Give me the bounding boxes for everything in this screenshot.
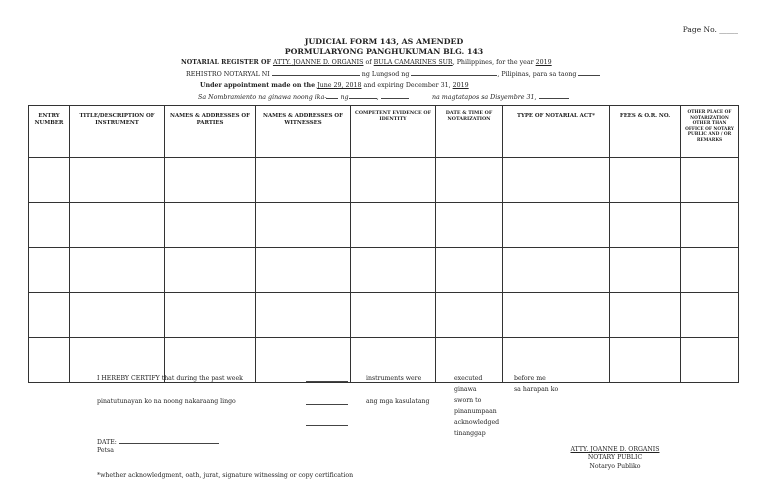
kasulatang-label: ang mga kasulatang [366, 398, 430, 405]
signature-block [560, 446, 670, 471]
action-sworn: sworn to [454, 397, 482, 404]
table-cell[interactable] [436, 293, 503, 338]
count-blank-3 [306, 425, 348, 426]
table-row [29, 158, 739, 203]
taong-blank [578, 69, 600, 76]
action-tinanggap: tinanggap [454, 430, 486, 437]
table-cell[interactable] [70, 158, 165, 203]
notarial-register-table [28, 105, 739, 383]
table-cell[interactable] [436, 158, 503, 203]
table-header-row [29, 106, 739, 158]
table-cell[interactable] [70, 203, 165, 248]
table-cell[interactable] [29, 293, 70, 338]
nombramiento-ng: ng [340, 94, 349, 101]
form-subtitle: PORMULARYONG PANGHUKUMAN BLG. 143 [284, 47, 484, 56]
magtatapos-line [432, 92, 569, 101]
magtatapos-blank [539, 92, 569, 99]
table-row [29, 248, 739, 293]
footnote: *whether acknowledgment, oath, jurat, signature witnessing or copy certification [97, 472, 354, 479]
ika-blank [326, 92, 338, 99]
date-blank[interactable] [119, 437, 219, 444]
ng-blank [349, 92, 377, 99]
rehistro-label: REHISTRO NOTARYAL NI [186, 71, 270, 78]
column-header: ENTRY NUMBER [29, 106, 70, 158]
table-cell[interactable] [681, 338, 739, 383]
table-cell[interactable] [165, 203, 256, 248]
column-header: NAMES & ADDRESSES OF PARTIES [165, 106, 256, 158]
appointment-expiring: and expiring December 31, [363, 82, 451, 89]
table-cell[interactable] [681, 293, 739, 338]
table-cell[interactable] [610, 248, 681, 293]
magtatapos-label: na magtatapos sa Disyembre 31, [432, 94, 537, 101]
register-suffix: , Philippines, for the year [452, 59, 534, 66]
petsa-label: Petsa [97, 447, 114, 454]
table-cell[interactable] [256, 248, 351, 293]
notary-name: ATTY. JOANNE D. ORGANIS [272, 59, 364, 66]
signature-name: ATTY. JOANNE D. ORGANIS [570, 446, 660, 453]
table-cell[interactable] [610, 293, 681, 338]
nombramiento-line: Sa Nombramiento na ginawa noong ika- ng , [198, 92, 409, 101]
signature-title-fil: Notaryo Publiko [589, 462, 641, 470]
appointment-label: Under appointment made on the [200, 82, 316, 89]
table-cell[interactable] [681, 203, 739, 248]
table-cell[interactable] [165, 248, 256, 293]
date-line [97, 437, 219, 446]
table-cell[interactable] [351, 293, 436, 338]
lungsod-blank [411, 69, 497, 76]
table-cell[interactable] [256, 158, 351, 203]
page-number: Page No. _____ [682, 25, 738, 34]
rehistro-blank [272, 69, 360, 76]
certify-line-1: I HEREBY CERTIFY that during the past week [97, 375, 243, 382]
nombramiento-label: Sa Nombramiento na ginawa noong ika- [198, 94, 327, 101]
form-title: JUDICIAL FORM 143, AS AMENDED [304, 37, 464, 46]
action-acknowledged: acknowledged [454, 419, 500, 426]
table-cell[interactable] [610, 338, 681, 383]
column-header: TYPE OF NOTARIAL ACT* [503, 106, 610, 158]
column-header: FEES & O.R. NO. [610, 106, 681, 158]
table-cell[interactable] [436, 203, 503, 248]
instruments-label: instruments were [366, 375, 422, 382]
table-row [29, 293, 739, 338]
table-cell[interactable] [165, 293, 256, 338]
table-cell[interactable] [351, 158, 436, 203]
table-cell[interactable] [29, 158, 70, 203]
register-of: of [365, 59, 372, 66]
table-cell[interactable] [29, 338, 70, 383]
signature-title: NOTARY PUBLIC [587, 454, 643, 462]
table-cell[interactable] [256, 338, 351, 383]
table-cell[interactable] [436, 248, 503, 293]
count-blank-1 [306, 381, 348, 382]
register-line [181, 59, 552, 66]
rehistro-line [186, 69, 600, 78]
action-executed: executed [454, 375, 483, 382]
count-blank-2 [306, 404, 348, 405]
before-me: before me [514, 375, 546, 382]
action-pinanumpaan: pinanumpaan [454, 408, 497, 415]
table-cell[interactable] [70, 248, 165, 293]
register-label: NOTARIAL REGISTER OF [181, 59, 271, 66]
column-header: COMPETENT EVIDENCE OF IDENTITY [351, 106, 436, 158]
appointment-line [200, 82, 469, 89]
column-header: TITLE/DESCRIPTION OF INSTRUMENT [70, 106, 165, 158]
table-cell[interactable] [681, 248, 739, 293]
table-cell[interactable] [256, 203, 351, 248]
column-header: NAMES & ADDRESSES OF WITNESSES [256, 106, 351, 158]
table-cell[interactable] [681, 158, 739, 203]
date-label: DATE: [97, 439, 117, 446]
year-blank [381, 92, 409, 99]
appointment-expiry-year: 2019 [452, 82, 469, 89]
table-cell[interactable] [503, 248, 610, 293]
table-cell[interactable] [256, 293, 351, 338]
table-cell[interactable] [29, 203, 70, 248]
table-cell[interactable] [351, 248, 436, 293]
table-row [29, 203, 739, 248]
table-cell[interactable] [503, 158, 610, 203]
column-header: DATE & TIME OF NOTARIZATION [436, 106, 503, 158]
column-header: OTHER PLACE OF NOTARIZATION OTHER THAN OFFICE OF NOTARY PUBLIC AND / OR REMARKS [681, 106, 739, 158]
certify-line-2: pinatutunayan ko na noong nakaraang lingo [97, 398, 236, 405]
sa-harapan-ko: sa harapan ko [514, 386, 559, 393]
table-cell[interactable] [70, 293, 165, 338]
table-cell[interactable] [29, 248, 70, 293]
table-cell[interactable] [610, 158, 681, 203]
appointment-date: June 29, 2018 [317, 82, 362, 89]
table-cell[interactable] [351, 203, 436, 248]
rehistro-lungsod: ng Lungsod ng [361, 71, 410, 78]
table-cell[interactable] [503, 203, 610, 248]
table-cell[interactable] [165, 158, 256, 203]
register-year: 2019 [535, 59, 552, 66]
table-cell[interactable] [610, 203, 681, 248]
action-ginawa: ginawa [454, 386, 477, 393]
rehistro-pilipinas: , Pilipinas, para sa taong [497, 71, 577, 78]
notary-place: BULA CAMARINES SUR [373, 59, 453, 66]
table-cell[interactable] [503, 293, 610, 338]
